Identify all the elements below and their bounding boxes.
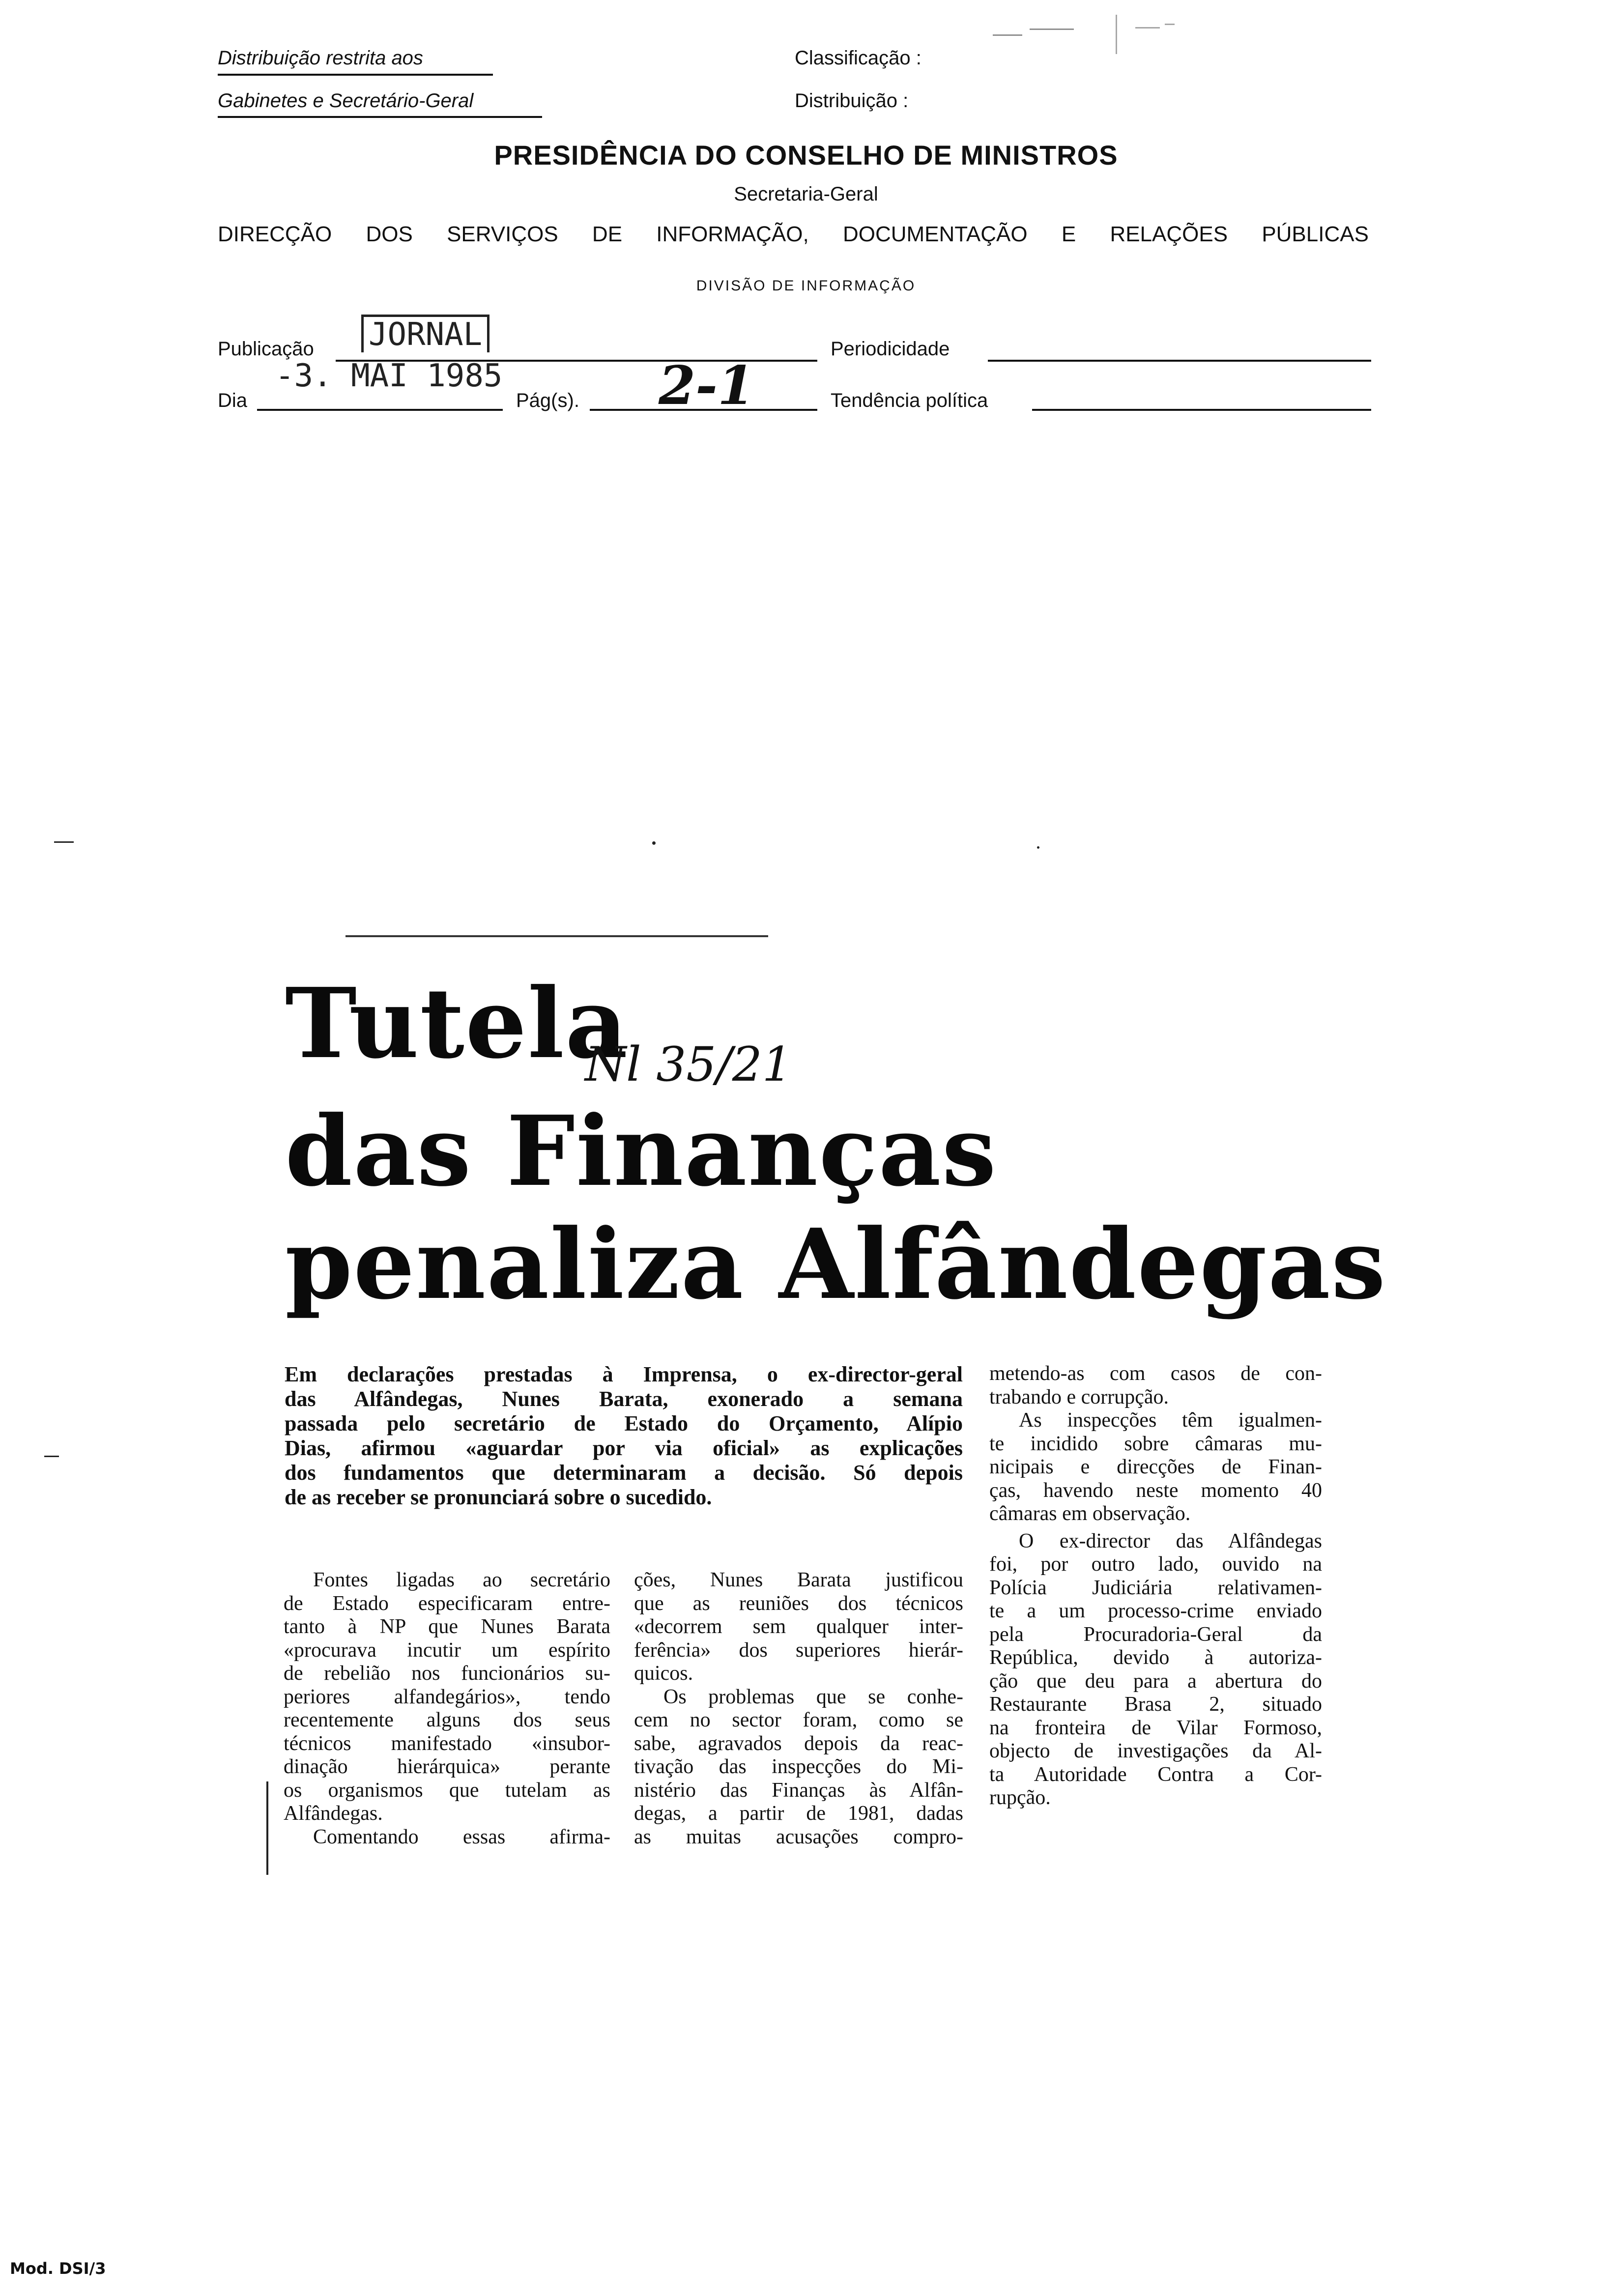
column-line: câmaras em observação.: [989, 1502, 1191, 1525]
headline-line3: penaliza Alfândegas: [285, 1208, 1387, 1321]
column-line: dinação hierárquica» perante: [284, 1755, 610, 1778]
column-line: foi, por outro lado, ouvido na: [989, 1553, 1322, 1576]
scan-mark: [1030, 29, 1074, 30]
column-line: as muitas acusações compro-: [634, 1825, 963, 1848]
publicacao-stamp: JORNAL: [361, 315, 489, 352]
form-model-footer: Mod. DSI/3: [10, 2259, 106, 2278]
underline: [218, 74, 493, 76]
lead-line: Dias, afirmou «aguardar por via oficial» as explicações: [285, 1436, 963, 1460]
dia-label: Dia: [218, 390, 248, 411]
column-line: O ex-director das Alfândegas: [1019, 1529, 1322, 1552]
column-line: República, devido à autoriza-: [989, 1646, 1322, 1669]
scan-mark: [44, 1456, 59, 1457]
periodicidade-label: Periodicidade: [831, 338, 950, 360]
direccao-word: RELAÇÕES: [1110, 222, 1228, 246]
column-line: As inspecções têm igualmen-: [1019, 1409, 1322, 1432]
direccao-line: [218, 222, 1369, 247]
tendencia-field-line: [1032, 409, 1371, 411]
distribuicao-label: Distribuição :: [795, 90, 909, 112]
column-line: Fontes ligadas ao secretário: [313, 1569, 610, 1591]
column-line: Comentando essas afirma-: [313, 1825, 610, 1848]
direccao-word: E: [1061, 222, 1076, 246]
column-line: degas, a partir de 1981, dadas: [634, 1802, 963, 1825]
column-line: nistério das Finanças às Alfân-: [634, 1779, 963, 1802]
column-line: ta Autoridade Contra a Cor-: [989, 1763, 1322, 1786]
column-line: «procurava incutir um espírito: [284, 1638, 610, 1662]
column-line: cem no sector foram, como se: [634, 1709, 963, 1731]
lead-line: de as receber se pronunciará sobre o sucedido.: [285, 1485, 712, 1509]
lead-line: das Alfândegas, Nunes Barata, exonerado a semana: [285, 1387, 963, 1411]
date-stamp: -3. MAI 1985: [275, 358, 503, 394]
scan-mark: [54, 841, 74, 843]
restricted-distribution-line1: Distribuição restrita aos: [218, 47, 423, 69]
column-line: tivação das inspecções do Mi-: [634, 1755, 963, 1778]
column-line: Polícia Judiciária relativamen-: [989, 1576, 1322, 1599]
column-line: te incidido sobre câmaras mu-: [989, 1432, 1322, 1455]
article-top-rule: [345, 935, 768, 937]
tendencia-label: Tendência política: [831, 390, 988, 411]
column-line: periores alfandegários», tendo: [284, 1685, 610, 1708]
column-line: metendo-as com casos de con-: [989, 1362, 1322, 1385]
column-line: os organismos que tutelam as: [284, 1779, 610, 1802]
column-line: Alfândegas.: [284, 1802, 383, 1825]
column-line: ções, Nunes Barata justificou: [634, 1569, 963, 1591]
direccao-word: DE: [592, 222, 623, 246]
column-line: nicipais e direcções de Finan-: [989, 1456, 1322, 1478]
column-line: de rebelião nos funcionários su-: [284, 1662, 610, 1685]
pags-label: Pág(s).: [516, 390, 579, 411]
dia-field-line: [257, 409, 503, 411]
underline: [218, 116, 542, 118]
article-lead: [285, 1362, 963, 1510]
divisao-label: DIVISÃO DE INFORMAÇÃO: [696, 278, 916, 294]
direccao-word: SERVIÇOS: [447, 222, 558, 246]
direccao-word: PÚBLICAS: [1262, 222, 1369, 246]
column-line: trabando e corrupção.: [989, 1385, 1169, 1408]
column-line: objecto de investigações da Al-: [989, 1740, 1322, 1762]
column-line: tanto à NP que Nunes Barata: [284, 1615, 610, 1638]
direccao-word: DIRECÇÃO: [218, 222, 332, 246]
classificacao-label: Classificação :: [795, 47, 921, 69]
column-line: sabe, agravados depois da reac-: [634, 1732, 963, 1755]
scan-mark: [1037, 846, 1039, 849]
scan-mark: [993, 34, 1022, 36]
secretaria-subtitle: Secretaria-Geral: [734, 183, 878, 205]
scan-mark: [1165, 24, 1175, 25]
column-line: técnicos manifestado «insubor-: [284, 1732, 610, 1755]
column-line: ção que deu para a abertura do: [989, 1669, 1322, 1693]
column-line: rupção.: [989, 1786, 1051, 1809]
column-line: de Estado especificaram entre-: [284, 1592, 610, 1615]
column-line: Os problemas que se conhe-: [663, 1685, 963, 1708]
lead-line: Em declarações prestadas à Imprensa, o ex-director-geral: [285, 1362, 963, 1386]
column-line: quicos.: [634, 1662, 693, 1685]
article-column-3: [989, 1362, 1322, 1810]
column-line: pela Procuradoria-Geral da: [989, 1623, 1322, 1646]
handwritten-reference: Nl 35/21: [585, 1037, 792, 1092]
direccao-word: DOS: [366, 222, 413, 246]
column-line: «decorrem sem qualquer inter-: [634, 1615, 963, 1638]
periodicidade-field-line: [988, 360, 1371, 362]
direccao-word: INFORMAÇÃO,: [656, 222, 809, 246]
column-line: que as reuniões dos técnicos: [634, 1592, 963, 1615]
scan-mark: [1116, 15, 1117, 54]
article-column-2: [634, 1569, 963, 1849]
scan-mark: [652, 841, 656, 845]
headline-line2: das Finanças: [285, 1095, 997, 1208]
column-line: Restaurante Brasa 2, situado: [989, 1693, 1322, 1716]
ministry-title: PRESIDÊNCIA DO CONSELHO DE MINISTROS: [494, 140, 1118, 171]
article-column-1: [284, 1569, 610, 1849]
lead-line: passada pelo secretário de Estado do Orçamento, Alípio: [285, 1411, 963, 1435]
column-line: ferência» dos superiores hierár-: [634, 1638, 963, 1662]
column-line: ças, havendo neste momento 40: [989, 1479, 1322, 1502]
column-line: te a um processo-crime enviado: [989, 1600, 1322, 1622]
scan-mark: [1135, 27, 1160, 29]
lead-line: dos fundamentos que determinaram a decisão. Só depois: [285, 1461, 963, 1485]
column-line: na fronteira de Vilar Formoso,: [989, 1716, 1322, 1739]
headline-line1: Tutela: [285, 967, 629, 1080]
restricted-distribution-line2: Gabinetes e Secretário-Geral: [218, 90, 474, 112]
pages-handwritten: 2-1: [659, 355, 755, 417]
publicacao-label: Publicação: [218, 338, 314, 360]
direccao-word: DOCUMENTAÇÃO: [842, 222, 1028, 246]
margin-mark: [266, 1781, 268, 1875]
column-line: recentemente alguns dos seus: [284, 1709, 610, 1731]
